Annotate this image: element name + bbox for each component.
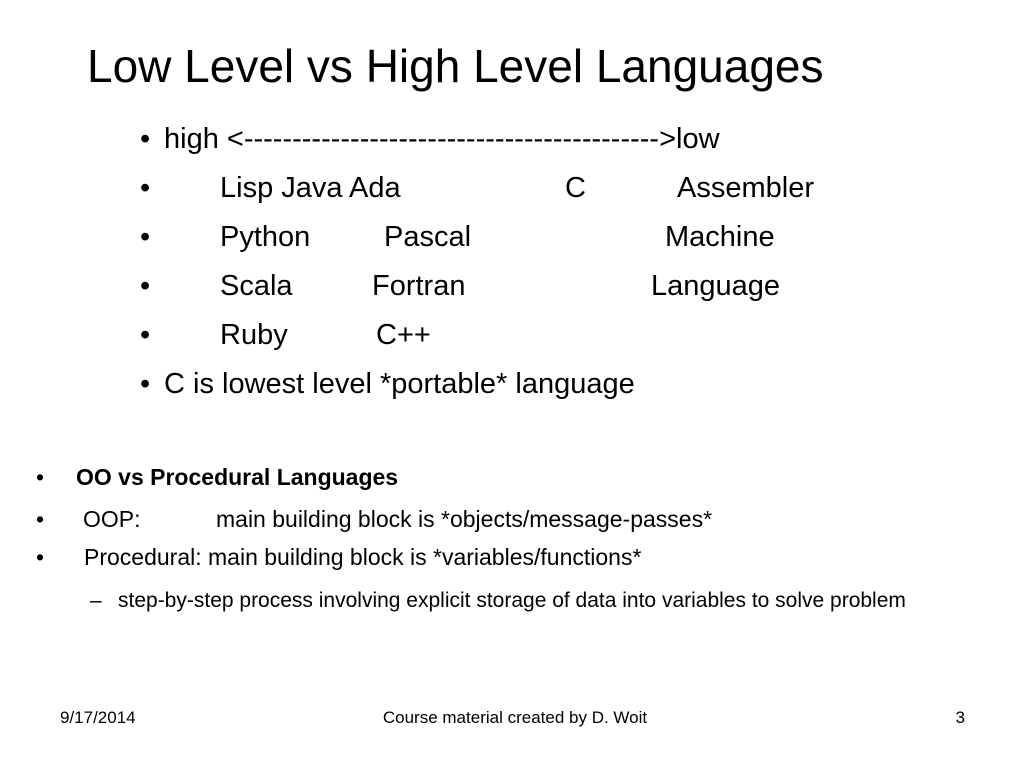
- row-2-col-2: Pascal: [384, 221, 472, 253]
- scale-line-text: high <------------------------------------------->low: [164, 123, 720, 155]
- bullet-marker: •: [36, 506, 45, 532]
- sub-bullet-text: step-by-step process involving explicit storage of data into variables to solve problem: [118, 589, 906, 612]
- oop-label: OOP:: [83, 506, 141, 532]
- section-heading: OO vs Procedural Languages: [76, 464, 399, 490]
- row-1-col-2: C: [565, 172, 586, 204]
- footer-page-number: 3: [955, 708, 965, 727]
- bullet-marker: •: [140, 221, 151, 253]
- row-1-col-1: Lisp Java Ada: [220, 172, 401, 204]
- row-1-col-3: Assembler: [677, 172, 814, 204]
- row-3-col-1: Scala: [220, 270, 293, 302]
- row-2-col-1: Python: [220, 221, 311, 253]
- last-line-text: C is lowest level *portable* language: [164, 368, 635, 400]
- bullet-marker: •: [140, 368, 151, 400]
- footer-credit: Course material created by D. Woit: [382, 708, 648, 727]
- row-3-col-2: Fortran: [372, 270, 466, 302]
- bullet-marker: •: [36, 544, 45, 570]
- dash-marker: –: [90, 589, 102, 612]
- bullet-marker: •: [140, 270, 151, 302]
- slide-title: Low Level vs High Level Languages: [87, 40, 824, 92]
- bullet-marker: •: [140, 172, 151, 204]
- bullet-marker: •: [140, 123, 151, 155]
- footer-date: 9/17/2014: [60, 708, 136, 727]
- oop-text: main building block is *objects/message-passes*: [216, 506, 713, 532]
- row-3-col-3: Language: [651, 270, 781, 302]
- row-4-col-1: Ruby: [220, 319, 288, 351]
- row-2-col-3: Machine: [665, 221, 775, 253]
- procedural-text: Procedural: main building block is *variables/functions*: [84, 544, 642, 570]
- row-4-col-2: C++: [376, 319, 431, 351]
- bullet-marker: •: [36, 464, 45, 490]
- bullet-marker: •: [140, 319, 151, 351]
